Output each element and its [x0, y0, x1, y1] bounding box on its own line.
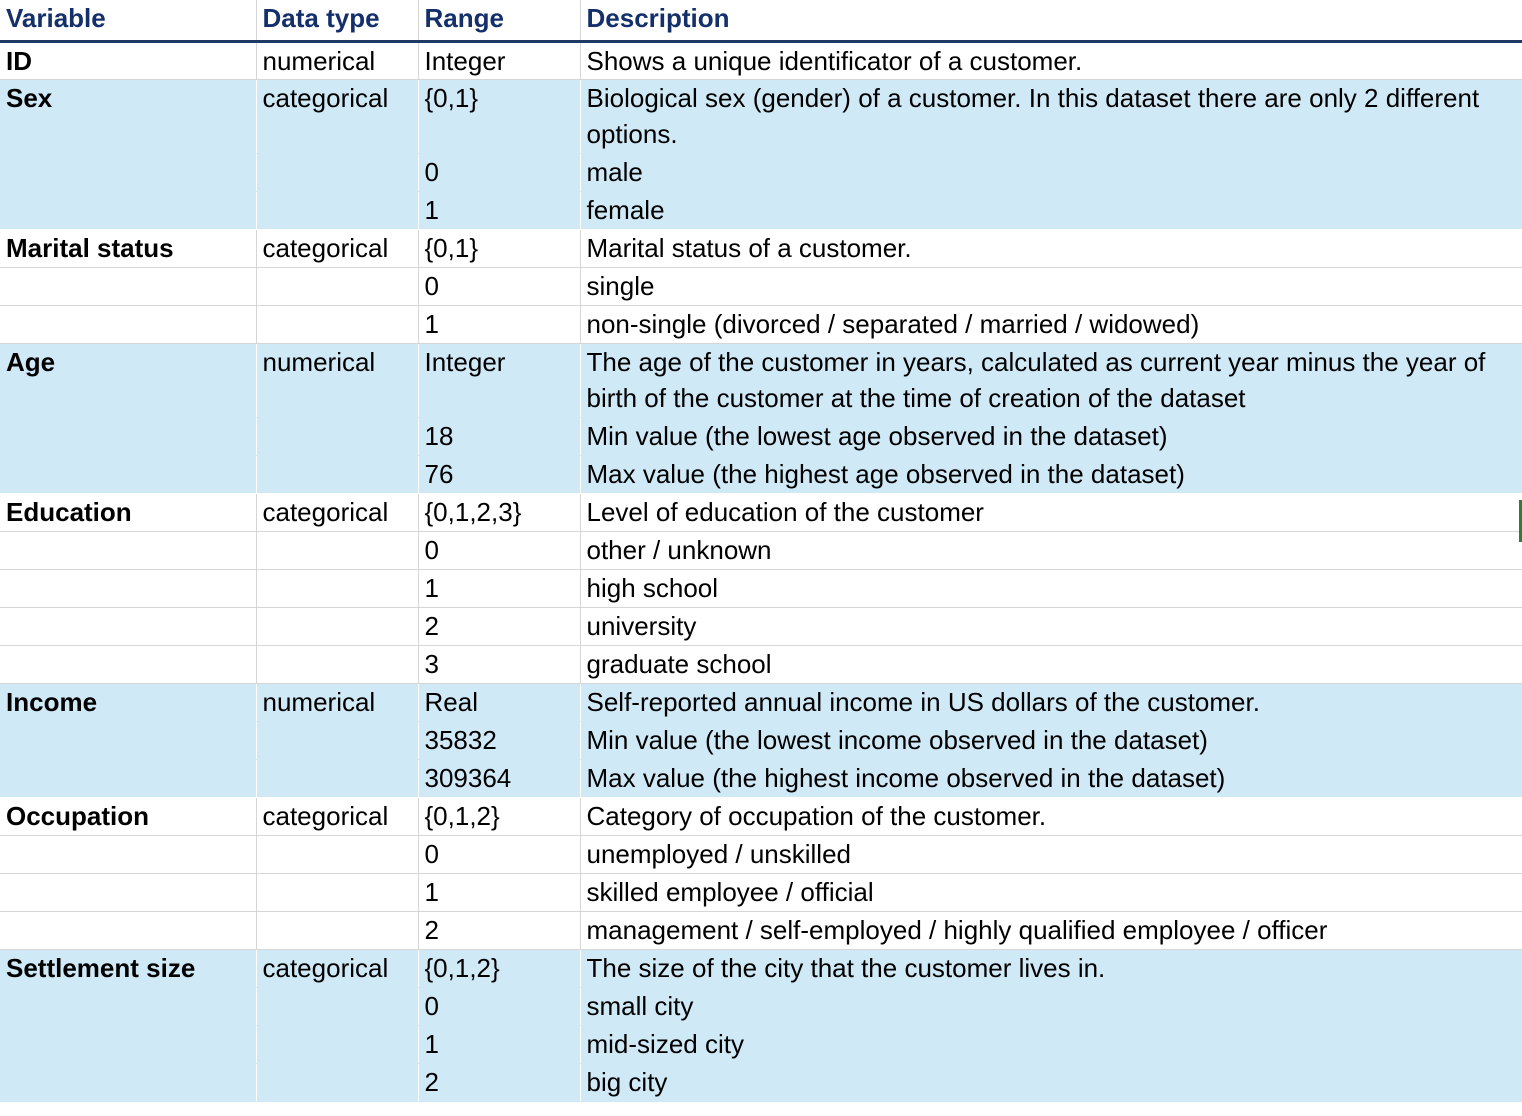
table-row: [0, 912, 1522, 950]
cell-variable[interactable]: [0, 988, 256, 1026]
cell-range[interactable]: {0,1,2}: [418, 950, 580, 988]
cell-description[interactable]: female: [580, 192, 1522, 230]
table-row: [0, 798, 1522, 836]
cell-description[interactable]: Self-reported annual income in US dollars of the customer.: [580, 684, 1522, 722]
cell-description[interactable]: single: [580, 268, 1522, 306]
cell-data-type[interactable]: numerical: [256, 42, 418, 80]
cell-range[interactable]: {0,1,2,3}: [418, 494, 580, 532]
cell-range[interactable]: 76: [418, 456, 580, 494]
cell-description[interactable]: Biological sex (gender) of a customer. In this dataset there are only 2 different options.: [580, 80, 1522, 154]
cell-data-type[interactable]: categorical: [256, 798, 418, 836]
header-description[interactable]: Description: [580, 0, 1522, 42]
cell-data-type[interactable]: [256, 570, 418, 608]
cell-data-type[interactable]: [256, 836, 418, 874]
cell-variable[interactable]: [0, 154, 256, 192]
cell-range[interactable]: 0: [418, 532, 580, 570]
header-range[interactable]: Range: [418, 0, 580, 42]
cell-range[interactable]: {0,1,2}: [418, 798, 580, 836]
cell-description[interactable]: unemployed / unskilled: [580, 836, 1522, 874]
cell-range[interactable]: 0: [418, 988, 580, 1026]
cell-variable[interactable]: [0, 418, 256, 456]
table-row: [0, 836, 1522, 874]
cell-variable[interactable]: [0, 874, 256, 912]
cell-range[interactable]: 1: [418, 1026, 580, 1064]
table-row: [0, 42, 1522, 80]
cell-data-type[interactable]: [256, 1026, 418, 1064]
cell-range[interactable]: 1: [418, 874, 580, 912]
cell-range[interactable]: 2: [418, 912, 580, 950]
cell-data-type[interactable]: [256, 1064, 418, 1102]
table-row: [0, 192, 1522, 230]
cell-range[interactable]: 1: [418, 570, 580, 608]
cell-data-type[interactable]: [256, 912, 418, 950]
cell-variable[interactable]: Age: [0, 344, 256, 418]
table-row: [0, 608, 1522, 646]
cell-description[interactable]: Shows a unique identificator of a customer.: [580, 42, 1522, 80]
cell-description[interactable]: other / unknown: [580, 532, 1522, 570]
cell-variable[interactable]: [0, 722, 256, 760]
cell-variable[interactable]: Education: [0, 494, 256, 532]
cell-variable[interactable]: [0, 192, 256, 230]
cell-description[interactable]: Marital status of a customer.: [580, 230, 1522, 268]
cell-variable[interactable]: [0, 912, 256, 950]
cell-data-type[interactable]: [256, 722, 418, 760]
cell-data-type[interactable]: categorical: [256, 950, 418, 988]
table-row: [0, 646, 1522, 684]
cell-range[interactable]: 0: [418, 836, 580, 874]
table-row: [0, 760, 1522, 798]
cell-range[interactable]: Integer: [418, 344, 580, 418]
cell-data-type[interactable]: [256, 874, 418, 912]
table-row: [0, 1064, 1522, 1102]
cell-data-type[interactable]: numerical: [256, 684, 418, 722]
cell-description[interactable]: university: [580, 608, 1522, 646]
cell-description[interactable]: Category of occupation of the customer.: [580, 798, 1522, 836]
table-row: [0, 456, 1522, 494]
table-row: [0, 494, 1522, 532]
cell-variable[interactable]: [0, 608, 256, 646]
cell-description[interactable]: small city: [580, 988, 1522, 1026]
cell-range[interactable]: {0,1}: [418, 230, 580, 268]
cell-description[interactable]: high school: [580, 570, 1522, 608]
cell-description[interactable]: graduate school: [580, 646, 1522, 684]
cell-range[interactable]: 35832: [418, 722, 580, 760]
cell-variable[interactable]: [0, 268, 256, 306]
table-row: [0, 80, 1522, 154]
table-row: [0, 722, 1522, 760]
table-row: [0, 684, 1522, 722]
cell-variable[interactable]: [0, 456, 256, 494]
table-row: [0, 154, 1522, 192]
table-row: [0, 988, 1522, 1026]
cell-variable[interactable]: Occupation: [0, 798, 256, 836]
cell-variable[interactable]: [0, 570, 256, 608]
header-variable[interactable]: Variable: [0, 0, 256, 42]
cell-description[interactable]: The age of the customer in years, calculated as current year minus the year of birth of the customer at the time of creation of the dataset: [580, 344, 1522, 418]
cell-data-type[interactable]: [256, 646, 418, 684]
cell-data-type[interactable]: [256, 532, 418, 570]
table-row: [0, 306, 1522, 344]
header-data-type[interactable]: Data type: [256, 0, 418, 42]
table-row: [0, 230, 1522, 268]
cell-description[interactable]: skilled employee / official: [580, 874, 1522, 912]
cell-description[interactable]: Max value (the highest income observed in the dataset): [580, 760, 1522, 798]
cell-variable[interactable]: ID: [0, 42, 256, 80]
cell-range[interactable]: 2: [418, 608, 580, 646]
cell-range[interactable]: 18: [418, 418, 580, 456]
cell-data-type[interactable]: categorical: [256, 230, 418, 268]
cell-data-type[interactable]: [256, 154, 418, 192]
cell-variable[interactable]: Marital status: [0, 230, 256, 268]
cell-variable[interactable]: [0, 1064, 256, 1102]
cell-range[interactable]: 1: [418, 306, 580, 344]
cell-range[interactable]: 0: [418, 154, 580, 192]
cell-description[interactable]: mid-sized city: [580, 1026, 1522, 1064]
cell-data-type[interactable]: [256, 988, 418, 1026]
cell-range[interactable]: 309364: [418, 760, 580, 798]
cell-data-type[interactable]: numerical: [256, 344, 418, 418]
cell-range[interactable]: Real: [418, 684, 580, 722]
cell-variable[interactable]: Income: [0, 684, 256, 722]
cell-range[interactable]: 2: [418, 1064, 580, 1102]
cell-data-type[interactable]: [256, 456, 418, 494]
header-row: [0, 0, 1522, 42]
table-row: [0, 418, 1522, 456]
cell-range[interactable]: 0: [418, 268, 580, 306]
table-row: [0, 268, 1522, 306]
cell-description[interactable]: The size of the city that the customer lives in.: [580, 950, 1522, 988]
table-row: [0, 950, 1522, 988]
cell-range[interactable]: 3: [418, 646, 580, 684]
cell-variable[interactable]: [0, 836, 256, 874]
cell-description[interactable]: Level of education of the customer: [580, 494, 1522, 532]
cell-variable[interactable]: Settlement size: [0, 950, 256, 988]
cell-description[interactable]: non-single (divorced / separated / married / widowed): [580, 306, 1522, 344]
cell-range[interactable]: {0,1}: [418, 80, 580, 154]
table-row: [0, 874, 1522, 912]
cell-description[interactable]: Min value (the lowest age observed in the dataset): [580, 418, 1522, 456]
cell-data-type[interactable]: [256, 418, 418, 456]
cell-variable[interactable]: [0, 646, 256, 684]
cell-variable[interactable]: [0, 306, 256, 344]
cell-data-type[interactable]: [256, 268, 418, 306]
cell-description[interactable]: big city: [580, 1064, 1522, 1102]
cell-variable[interactable]: [0, 760, 256, 798]
cell-variable[interactable]: [0, 532, 256, 570]
cell-variable[interactable]: Sex: [0, 80, 256, 154]
cell-description[interactable]: management / self-employed / highly qualified employee / officer: [580, 912, 1522, 950]
cell-range[interactable]: Integer: [418, 42, 580, 80]
cell-data-type[interactable]: categorical: [256, 80, 418, 154]
cell-data-type[interactable]: [256, 760, 418, 798]
cell-data-type[interactable]: [256, 306, 418, 344]
cell-variable[interactable]: [0, 1026, 256, 1064]
cell-data-type[interactable]: categorical: [256, 494, 418, 532]
table-row: [0, 532, 1522, 570]
table-row: [0, 344, 1522, 418]
table-row: [0, 570, 1522, 608]
cell-data-type[interactable]: [256, 192, 418, 230]
cell-description[interactable]: Max value (the highest age observed in the dataset): [580, 456, 1522, 494]
cell-description[interactable]: Min value (the lowest income observed in the dataset): [580, 722, 1522, 760]
table-row: [0, 1026, 1522, 1064]
cell-description[interactable]: male: [580, 154, 1522, 192]
cell-data-type[interactable]: [256, 608, 418, 646]
cell-range[interactable]: 1: [418, 192, 580, 230]
